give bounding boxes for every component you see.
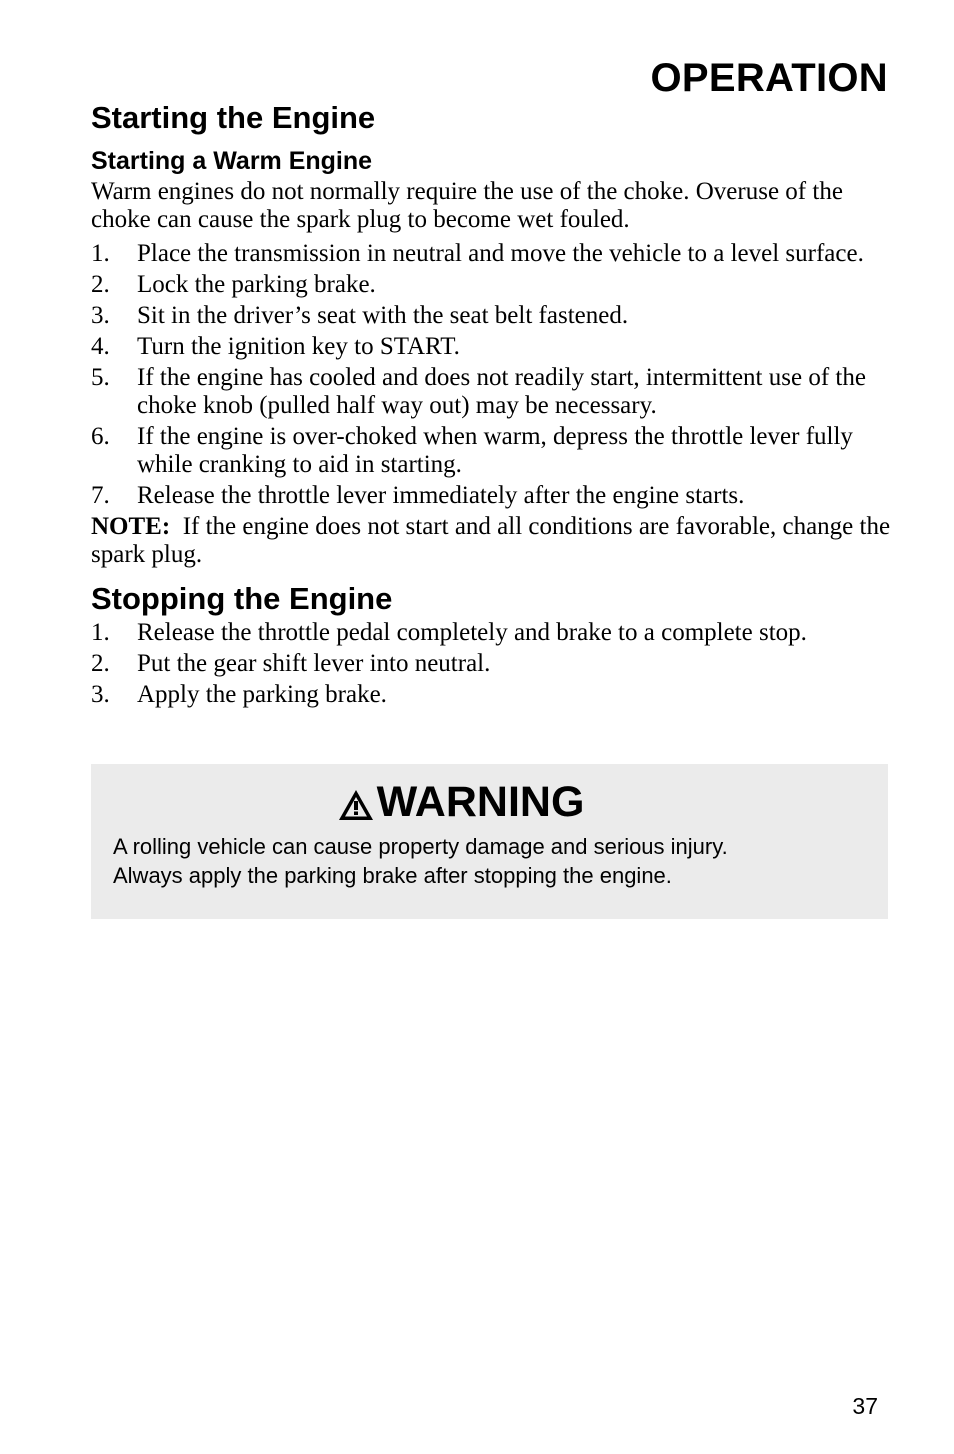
warm-engine-intro: Warm engines do not normally require the use of the choke. Overuse of the choke can cause the spark plug to become wet fouled. xyxy=(91,178,843,233)
step-number: 4. xyxy=(91,333,110,360)
step-number: 2. xyxy=(91,650,110,677)
step-number: 1. xyxy=(91,619,110,646)
step-text: Put the gear shift lever into neutral. xyxy=(137,650,491,677)
starting-engine-heading: Starting the Engine xyxy=(91,100,376,135)
warning-line-2: Always apply the parking brake after stopping the engine. xyxy=(113,863,672,888)
step-text: Release the throttle lever immediately after the engine starts. xyxy=(137,482,745,509)
starting-steps-list xyxy=(91,240,891,510)
step-text: Place the transmission in neutral and move the vehicle to a level surface. xyxy=(137,240,864,267)
step-number: 6. xyxy=(91,423,110,450)
step-text: Turn the ignition key to START. xyxy=(137,333,460,360)
list-item xyxy=(91,271,891,299)
list-item xyxy=(91,619,891,647)
step-number: 7. xyxy=(91,482,110,509)
stopping-steps-list xyxy=(91,619,891,709)
step-number: 1. xyxy=(91,240,110,267)
list-item xyxy=(91,302,891,330)
list-item xyxy=(91,482,891,510)
note-text: If the engine does not start and all conditions are favorable, change the spark plug. xyxy=(91,513,891,568)
warm-engine-subheading: Starting a Warm Engine xyxy=(91,147,373,175)
step-number: 3. xyxy=(91,302,110,329)
step-number: 3. xyxy=(91,681,110,708)
list-item xyxy=(91,240,891,268)
step-text: If the engine is over-choked when warm, depress the throttle lever fully while cranking to aid in starting. xyxy=(137,423,853,478)
step-text: If the engine has cooled and does not readily start, intermittent use of the choke knob (pulled half way out) may be necessary. xyxy=(137,364,866,419)
warning-text xyxy=(113,832,868,890)
list-item xyxy=(91,423,891,479)
list-item xyxy=(91,681,891,709)
warning-box xyxy=(91,764,888,919)
page-number: 37 xyxy=(852,1393,878,1419)
warning-line-1: A rolling vehicle can cause property damage and serious injury. xyxy=(113,834,728,859)
list-item xyxy=(91,333,891,361)
section-header: OPERATION xyxy=(650,56,888,100)
list-item xyxy=(91,364,891,420)
stopping-engine-heading: Stopping the Engine xyxy=(91,581,393,616)
note-paragraph xyxy=(91,513,891,569)
step-text: Apply the parking brake. xyxy=(137,681,387,708)
step-number: 2. xyxy=(91,271,110,298)
warning-word: WARNING xyxy=(376,778,585,826)
step-text: Sit in the driver’s seat with the seat belt fastened. xyxy=(137,302,629,329)
list-item xyxy=(91,650,891,678)
warning-title xyxy=(91,778,888,826)
content-column xyxy=(91,98,891,712)
step-text: Release the throttle pedal completely and brake to a complete stop. xyxy=(137,619,807,646)
warning-triangle-icon xyxy=(337,788,375,822)
note-label: NOTE: xyxy=(91,513,171,540)
step-number: 5. xyxy=(91,364,110,391)
step-text: Lock the parking brake. xyxy=(137,271,376,298)
